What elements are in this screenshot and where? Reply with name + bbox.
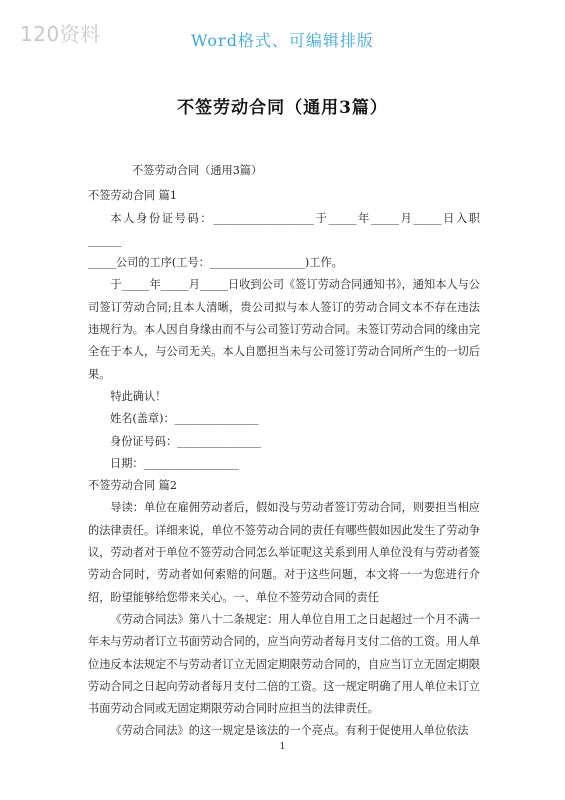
- paragraph: 《劳动合同法》第八十二条规定：用人单位自用工之日起超过一个月不满一年未与劳动者订立书面劳动合同的，应当向劳动者每月支付二倍的工资。用人单位违反本法规定不与劳动者订立无固定期限劳动合同的，自应当订立无固定期限劳动合同之日起向劳动者每月支付二倍的工资。这一规定明确了用人单位未订立书面劳动合同或无固定期限劳动合同时应担当的法律责任。: [88, 612, 480, 716]
- document-subtitle: 不签劳动合同（通用3篇）: [132, 164, 263, 177]
- paragraph: _____公司的工序(工号：_________________)工作。: [88, 256, 343, 270]
- paragraph: 特此确认！: [110, 389, 167, 403]
- document-title: 不签劳动合同（通用3篇）: [177, 98, 388, 118]
- watermark-logo: 120资料: [20, 22, 101, 46]
- paragraph: 于_____年_____月_____日收到公司《签订劳动合同通知书》，通知本人与公司签订劳动合同;且本人清晰，贵公司拟与本人签订的劳动合同文本不存在违法违规行为。本人因自身缘由而不与公司签订劳动合同。未签订劳动合同的缘由完全在于本人，与公司无关。本人自愿担当未与公司签订劳动合同所产生的一切后果。: [88, 278, 480, 381]
- page-number: 1: [279, 742, 286, 752]
- paragraph: 导读：单位在雇佣劳动者后，假如没与劳动者签订劳动合同，则要担当相应的法律责任。详细来说，单位不签劳动合同的责任有哪些假如因此发生了劳动争议，劳动者对于单位不签劳动合同怎么举证呢这关系到用人单位没有与劳动者签劳动合同时，劳动者如何索赔的问题。对于这些问题，本文将一一为您进行介绍，盼望能够给您带来关心。一、单位不签劳动合同的责任: [88, 501, 480, 604]
- section-heading: 不签劳动合同 篇2: [88, 479, 177, 493]
- section-heading: 不签劳动合同 篇1: [88, 189, 177, 203]
- header-banner: Word格式、可编辑排版: [191, 31, 374, 50]
- signature-date-line: 日期：_________________: [110, 456, 239, 470]
- paragraph: 《劳动合同法》的这一规定是该法的一个亮点。有利于促使用人单位依法: [110, 724, 469, 738]
- document-body: [88, 160, 480, 743]
- paragraph: 本人身份证号码：__________________于_____年_____月_____日入职______: [88, 211, 480, 247]
- signature-id-line: 身份证号码：_______________: [110, 434, 262, 448]
- signature-name-line: 姓名(盖章)：_______________: [110, 412, 259, 426]
